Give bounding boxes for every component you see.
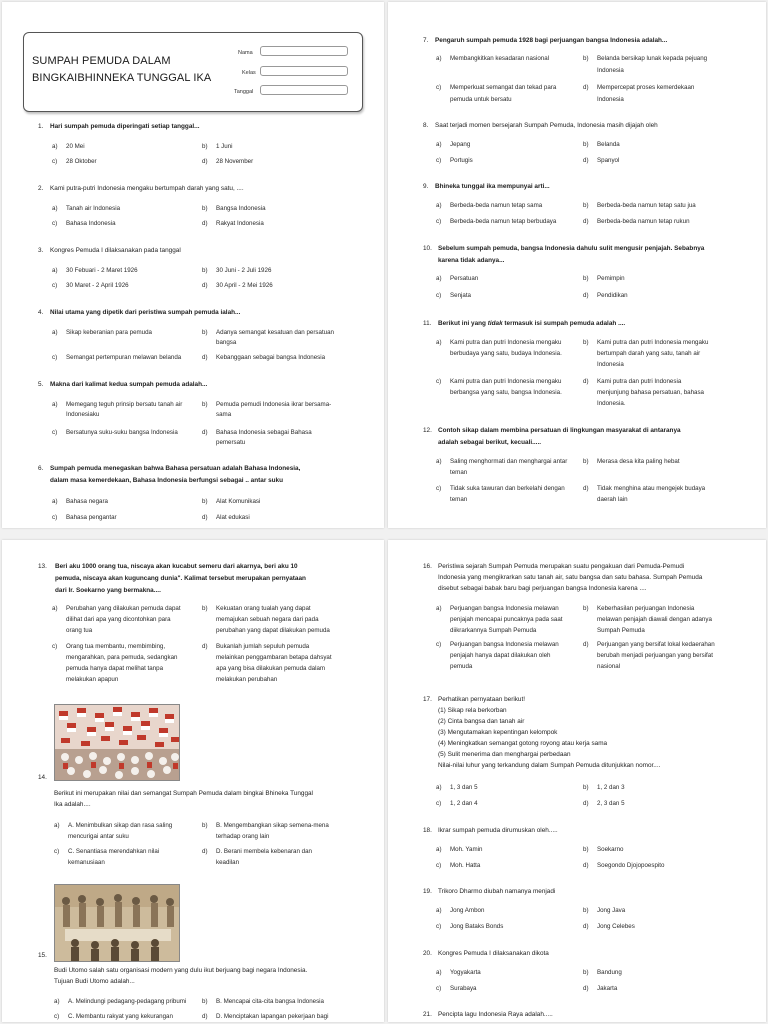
question-text: Kami putra-putri Indonesia mengaku bertumpah darah yang satu, .... — [50, 185, 244, 192]
question-text-line-1: Sebelum sumpah pemuda, bangsa Indonesia dahulu sulit mengusir penjajah. Sebabnya — [438, 245, 705, 252]
question-number: 5. — [38, 381, 44, 388]
question-text-line-2: adalah sebagai berikut, kecuali..... — [438, 439, 542, 446]
question-number: 2. — [38, 185, 44, 192]
worksheet-title-line-2: BINGKAIBHINNEKA TUNGGAL IKA — [32, 72, 212, 84]
statement-4: (4) Meningkatkan semangat gotong royong atau kerja sama — [438, 740, 608, 747]
question-text-line-1: Peristiwa sejarah Sumpah Pemuda merupakan suatu pengakuan dari Pemuda-Pemudi — [438, 563, 685, 570]
date-field[interactable] — [260, 85, 348, 95]
question-text-line-2: Tujuan Budi Utomo adalah... — [54, 978, 135, 985]
historical-meeting-photo — [54, 884, 180, 962]
question-number: 16. — [423, 563, 432, 570]
worksheet-page-2: 7. Pengaruh sumpah pemuda 1928 bagi perjuangan bangsa Indonesia adalah... a) Membangkitkan kesadaran nasional b) Belanda bersikap lunak kepada pejuang Indonesia c) Memperkuat semangat dan tekad para pemuda untuk bersatu d) Mempercepat proses kemerdekaan Indonesia 8. Saat terjadi momen bersejarah Sumpah Pemuda, Indonesia masih dijajah oleh a) Jepang b) Belanda c) Portugis d) Spanyol 9. Bhineka tunggal ika mempunyai arti... a) Berbeda-beda namun tetap sama b) Berbeda-beda namun tetap satu jua c) Berbeda-beda namun tetap berbudaya d) Berbeda-beda namun tetap rukun 10. Sebelum sumpah pemuda, bangsa Indonesia dahulu sulit mengusir penjajah. Sebabnya karena tidak adanya... a) Persatuan b) Pemimpin c) Senjata d) Pendidikan 11. Berikut ini yang tidak termasuk isi sumpah pemuda adalah .... a) Kami putra dan putri Indonesia mengaku berbudaya yang satu, budaya Indonesia. b) Kami putra dan putri Indonesia mengaku bertumpah darah yang satu, tanah air Indonesia c) Kami putra dan putri Indonesia mengaku berbangsa yang satu, bangsa Indonesia. d) Kami putra dan putri Indonesia menjunjung bahasa persatuan, bahasa Indonesia. 12. Contoh sikap dalam membina persatuan di lingkungan masyarakat di antaranya adalah sebagai berikut, kecuali..... a) Saling menghormati dan menghargai antar teman b) Merasa desa kita paling hebat c) Tidak suka tawuran dan berkelahi dengan teman d) Tidak menghina atau mengejek budaya daerah lain — [388, 2, 766, 528]
question-text-line-1: Sumpah pemuda menegaskan bahwa Bahasa persatuan adalah Bahasa Indonesia, — [50, 465, 301, 472]
question-number: 11. — [423, 320, 432, 327]
question-text: Kongres Pemuda I dilaksanakan dikota — [438, 950, 549, 957]
statement-5: (5) Sulit menerima dan menghargai perbedaan — [438, 751, 571, 758]
question-text-line-2: Indonesia yang mengikrarkan satu tanah air, satu bangsa dan satu bahasa. Sumpah Pemuda — [438, 574, 703, 581]
worksheet-title-line-1: SUMPAH PEMUDA DALAM — [32, 55, 171, 67]
question-text: Perhatikan pernyataan berikut! — [438, 696, 526, 703]
question-number: 9. — [423, 183, 429, 190]
question-text: Saat terjadi momen bersejarah Sumpah Pemuda, Indonesia masih dijajah oleh — [435, 122, 658, 129]
statement-3: (3) Mengutamakan kepentingan kelompok — [438, 729, 558, 736]
name-field[interactable] — [260, 46, 348, 56]
question-number: 4. — [38, 309, 44, 316]
question-text: Pencipta lagu Indonesia Raya adalah..... — [438, 1011, 553, 1018]
question-text: Pengaruh sumpah pemuda 1928 bagi perjuangan bangsa Indonesia adalah... — [435, 37, 668, 44]
question-number: 8. — [423, 122, 429, 129]
question-text: Nilai utama yang dipetik dari peristiwa sumpah pemuda ialah... — [50, 309, 241, 316]
question-text-line-1: Contoh sikap dalam membina persatuan di lingkungan masyarakat di antaranya — [438, 427, 681, 434]
question-number: 12. — [423, 427, 432, 434]
question-text: Trikoro Dharmo diubah namanya menjadi — [438, 888, 556, 895]
crowd-with-flags-photo — [54, 704, 180, 781]
question-number: 20. — [423, 950, 432, 957]
question-text: Berikut ini yang tidak termasuk isi sumpah pemuda adalah .... — [438, 320, 626, 327]
question-text-line-3: disebut sebagai babak baru bagi perjuangan bangsa Indonesia karena .... — [438, 585, 647, 592]
question-text-line-1: Beri aku 1000 orang tua, niscaya akan kucabut semeru dari akarnya, beri aku 10 — [55, 563, 298, 570]
question-text: Hari sumpah pemuda diperingati setiap tanggal... — [50, 123, 200, 130]
question-text: Kongres Pemuda I dilaksanakan pada tanggal — [50, 247, 181, 254]
question-number: 17. — [423, 696, 432, 703]
question-number: 21. — [423, 1011, 432, 1018]
worksheet-page-1: SUMPAH PEMUDA DALAM BINGKAIBHINNEKA TUNGGAL IKA Nama Kelas Tanggal 1. Hari sumpah pemuda diperingati setiap tanggal... a) 20 Mei b) 1 Juni c) 28 Oktober d) 28 November 2. Kami putra-putri Indonesia mengaku bertumpah darah yang satu, .... a) Tanah air Indonesia b) Bangsa Indonesia c) Bahasa Indonesia d) Rakyat Indonesia 3. Kongres Pemuda I dilaksanakan pada tanggal a) 30 Febuari - 2 Maret 1926 b) 30 Juni - 2 Juli 1926 c) 30 Maret - 2 April 1926 d) 30 April - 2 Mei 1926 4. Nilai utama yang dipetik dari peristiwa sumpah pemuda ialah... a) Sikap keberanian para pemuda b) Adanya semangat kesatuan dan persatuan bangsa c) Semangat pertempuran melawan belanda d) Kebanggaan sebagai bangsa Indonesia 5. Makna dari kalimat kedua sumpah pemuda adalah... a) Memegang teguh prinsip bersatu tanah air Indonesiaku b) Pemuda pemudi Indonesia ikrar bersama- sama c) Bersatunya suku-suku bangsa Indonesia d) Bahasa Indonesia sebagai Bahasa pemersatu 6. Sumpah pemuda menegaskan bahwa Bahasa persatuan adalah Bahasa Indonesia, dalam masa kemerdekaan, Bahasa Indonesia berfungsi sebagai .. antar suku a) Bahasa negara b) Alat Komunikasi c) Bahasa pengantar d) Alat edukasi — [2, 2, 384, 528]
date-label: Tanggal — [234, 89, 254, 95]
question-text: Makna dari kalimat kedua sumpah pemuda adalah... — [50, 381, 208, 388]
worksheet-page-4: 16. Peristiwa sejarah Sumpah Pemuda merupakan suatu pengakuan dari Pemuda-Pemudi Indonesia yang mengikrarkan satu tanah air, satu bangsa dan satu bahasa. Sumpah Pemuda disebut sebagai babak baru bagi perjuangan bangsa Indonesia karena .... a) Perjuangan bangsa Indonesia melawan penjajah mencapai puncaknya pada saat diikrarkannya Sumpah Pemuda b) Keberhasilan perjuangan Indonesia melawan penjajah diawali dengan adanya Sumpah Pemuda c) Perjuangan bangsa Indonesia melawan penjajah hanya dapat dilakukan oleh pemuda d) Perjuangan yang bersifat lokal kedaerahan berubah menjadi perjuangan yang bersifat nasional 17. Perhatikan pernyataan berikut! (1) Sikap rela berkorban (2) Cinta bangsa dan tanah air (3) Mengutamakan kepentingan kelompok (4) Meningkatkan semangat gotong royong atau kerja sama (5) Sulit menerima dan menghargai perbedaan Nilai-nilai luhur yang terkandung dalam Sumpah Pemuda ditunjukkan nomor.... a) 1, 3 dan 5 b) 1, 2 dan 3 c) 1, 2 dan 4 d) 2, 3 dan 5 18. Ikrar sumpah pemuda dirumuskan oleh..... a) Moh. Yamin b) Soekarno c) Moh. Hatta d) Soegondo Djojopoespito 19. Trikoro Dharmo diubah namanya menjadi a) Jong Ambon b) Jong Java c) Jong Bataks Bonds d) Jong Celebes 20. Kongres Pemuda I dilaksanakan dikota a) Yogyakarta b) Bandung c) Surabaya d) Jakarta 21. Pencipta lagu Indonesia Raya adalah..... — [388, 540, 766, 1022]
question-number: 6. — [38, 465, 44, 472]
worksheet-header-box — [23, 32, 363, 112]
question-number: 13. — [38, 563, 47, 570]
worksheet-page-3: 13. Beri aku 1000 orang tua, niscaya akan kucabut semeru dari akarnya, beri aku 10 pemuda, niscaya akan kuguncang dunia". Kalimat tersebut merupakan pernyataan dari Ir. Soekarno yang bermakna.... a) Perubahan yang dilakukan pemuda dapat dilihat dari apa yang dicontohkan para orang tua b) Kekuatan orang tualah yang dapat memajukan sebuah negara dari pada perubahan yang dapat dilakukan pemuda c) Orang tua membantu, membimbing, mengarahkan, para pemuda, sedangkan pemuda hanya dapat melihat tanpa melakukan apapun d) Bukanlah jumlah sepuluh pemuda melainkan penggambaran betapa dahsyat apa yang bisa dilakukan pemuda dalam melakukan perubahan 14. Berikut ini merupakan nilai dan semangat Sumpah Pemuda dalam bingkai Bhineka Tunggal Ika adalah.... a) A. Menimbulkan sikap dan rasa saling mencurigai antar suku b) B. Mengembangkan sikap semena-mena terhadap orang lain c) C. Senantiasa merendahkan nilai kemanusiaan d) D. Berani membela kebenaran dan keadilan 15. Budi Utomo salah satu organisasi modern yang dulu ikut berjuang bagi negara Indonesia. Tujuan Budi Utomo adalah... a) A. Melindungi pedagang-pedagang pribumi b) B. Mencapai cita-cita bangsa Indonesia c) C. Membantu rakyat yang kekurangan d) D. Menciptakan lapangan pekerjaan bagi — [2, 540, 384, 1022]
name-label: Nama — [238, 50, 253, 56]
question-text-line-1: Budi Utomo salah satu organisasi modern yang dulu ikut berjuang bagi negara Indonesia. — [54, 967, 308, 974]
question-number: 3. — [38, 247, 44, 254]
question-number: 10. — [423, 245, 432, 252]
question-number: 19. — [423, 888, 432, 895]
question-text-line-2: pemuda, niscaya akan kuguncang dunia". Kalimat tersebut merupakan pernyataan — [55, 575, 306, 582]
question-text-line-2: dalam masa kemerdekaan, Bahasa Indonesia berfungsi sebagai .. antar suku — [50, 477, 283, 484]
question-prompt: Nilai-nilai luhur yang terkandung dalam Sumpah Pemuda ditunjukkan nomor.... — [438, 762, 661, 769]
question-number: 7. — [423, 37, 429, 44]
question-text: Ikrar sumpah pemuda dirumuskan oleh..... — [438, 827, 558, 834]
class-label: Kelas — [242, 70, 256, 76]
statement-2: (2) Cinta bangsa dan tanah air — [438, 718, 525, 725]
question-text-line-2: karena tidak adanya... — [438, 257, 505, 264]
question-text-line-2: Ika adalah.... — [54, 801, 91, 808]
question-text: Bhineka tunggal ika mempunyai arti... — [435, 183, 550, 190]
statement-1: (1) Sikap rela berkorban — [438, 707, 507, 714]
question-number: 18. — [423, 827, 432, 834]
class-field[interactable] — [260, 66, 348, 76]
question-text-line-3: dari Ir. Soekarno yang bermakna.... — [55, 587, 161, 594]
question-number: 1. — [38, 123, 44, 130]
question-text-line-1: Berikut ini merupakan nilai dan semangat Sumpah Pemuda dalam bingkai Bhineka Tunggal — [54, 790, 313, 797]
